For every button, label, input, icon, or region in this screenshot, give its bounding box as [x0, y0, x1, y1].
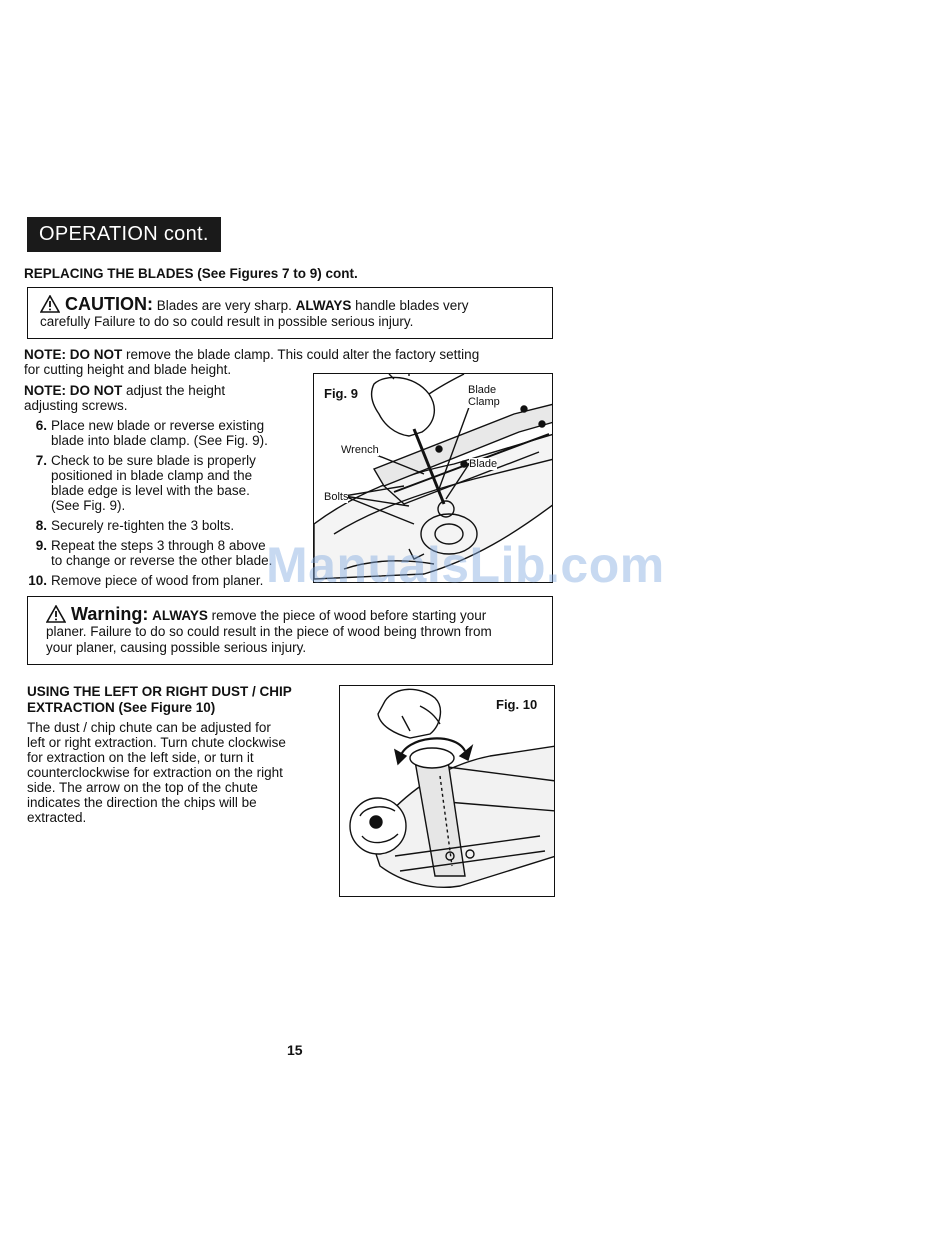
- warning-label: Warning:: [71, 604, 149, 624]
- caution-label: CAUTION:: [65, 294, 153, 314]
- callout-blade-clamp-line1: Blade: [468, 384, 497, 396]
- dust-chute-illustration: [340, 686, 555, 897]
- step-item: [27, 418, 292, 448]
- warning-box: [27, 596, 553, 665]
- caution-line-2: carefully Failure to do so could result in possible serious injury.: [40, 314, 414, 329]
- dust-line: for extraction on the left side, or turn it: [27, 750, 254, 765]
- steps-list: [27, 418, 292, 593]
- callout-blade: Blade: [469, 458, 498, 470]
- warning-triangle-icon: [46, 605, 66, 623]
- step-line: Check to be sure blade is properly: [51, 453, 256, 468]
- step-number: 9.: [35, 538, 47, 553]
- callout-blade-clamp-line2: Clamp: [468, 396, 500, 408]
- step-line: blade into blade clamp. (See Fig. 9).: [51, 433, 268, 448]
- step-line: positioned in blade clamp and the: [51, 468, 253, 483]
- step-item: [27, 538, 292, 568]
- dust-line: left or right extraction. Turn chute clockwise: [27, 735, 286, 750]
- step-item: [27, 573, 292, 588]
- warning-always: ALWAYS: [152, 608, 208, 623]
- note-height-screws: [24, 383, 294, 413]
- callout-bolts: Bolts: [324, 491, 349, 503]
- callout-blade-clamp: [468, 384, 500, 408]
- caution-text-pre: Blades are very sharp.: [156, 298, 292, 313]
- fig9-label: Fig. 9: [324, 386, 358, 401]
- step-number: 8.: [35, 518, 47, 533]
- caution-always: ALWAYS: [295, 298, 352, 313]
- note1-bold: NOTE: DO NOT: [24, 347, 123, 362]
- dust-line: extracted.: [27, 810, 87, 825]
- step-line: Repeat the steps 3 through 8 above: [51, 538, 266, 553]
- step-line: to change or reverse the other blade.: [51, 553, 273, 568]
- page-number: 15: [287, 1042, 303, 1058]
- step-line: Remove piece of wood from planer.: [51, 573, 264, 588]
- dust-extraction-heading: [27, 684, 332, 716]
- note2-bold: NOTE: DO NOT: [24, 383, 123, 398]
- step-line: blade edge is level with the base.: [51, 483, 250, 498]
- dust-line: indicates the direction the chips will be: [27, 795, 257, 810]
- step-line: Securely re-tighten the 3 bolts.: [51, 518, 235, 533]
- dust-line: counterclockwise for extraction on the right: [27, 765, 283, 780]
- note1-line1: remove the blade clamp. This could alter the factory setting: [126, 347, 480, 362]
- dust-line: The dust / chip chute can be adjusted for: [27, 720, 271, 735]
- step-number: 7.: [35, 453, 47, 468]
- dust-heading-line2: EXTRACTION (See Figure 10): [27, 700, 216, 715]
- dust-heading-line1: USING THE LEFT OR RIGHT DUST / CHIP: [27, 684, 292, 699]
- step-line: Place new blade or reverse existing: [51, 418, 265, 433]
- callout-wrench: Wrench: [341, 444, 379, 456]
- step-item: [27, 453, 292, 513]
- caution-text-post: handle blades very: [355, 298, 469, 313]
- step-item: [27, 518, 292, 533]
- warning-line-3: your planer, causing possible serious injury.: [46, 640, 307, 655]
- note2-line2: adjusting screws.: [24, 398, 128, 413]
- caution-box: [27, 287, 553, 339]
- dust-line: side. The arrow on the top of the chute: [27, 780, 258, 795]
- figure-10: [339, 685, 555, 897]
- caution-line-1: [40, 295, 542, 314]
- warning-text-1: remove the piece of wood before starting your: [211, 608, 487, 623]
- step-number: 10.: [28, 573, 47, 588]
- warning-line-1: [46, 605, 542, 624]
- section-header: OPERATION cont.: [27, 217, 221, 252]
- replacing-blades-heading: REPLACING THE BLADES (See Figures 7 to 9) cont.: [24, 266, 358, 281]
- note1-line2: for cutting height and blade height.: [24, 362, 232, 377]
- fig10-label: Fig. 10: [496, 697, 538, 712]
- dust-extraction-body: [27, 720, 332, 825]
- step-number: 6.: [35, 418, 47, 433]
- warning-line-2: planer. Failure to do so could result in the piece of wood being thrown from: [46, 624, 492, 639]
- watermark: ManualsLib.com: [266, 537, 665, 593]
- note2-line1: adjust the height: [126, 383, 226, 398]
- step-line: (See Fig. 9).: [51, 498, 126, 513]
- caution-warning-icon: [40, 295, 60, 313]
